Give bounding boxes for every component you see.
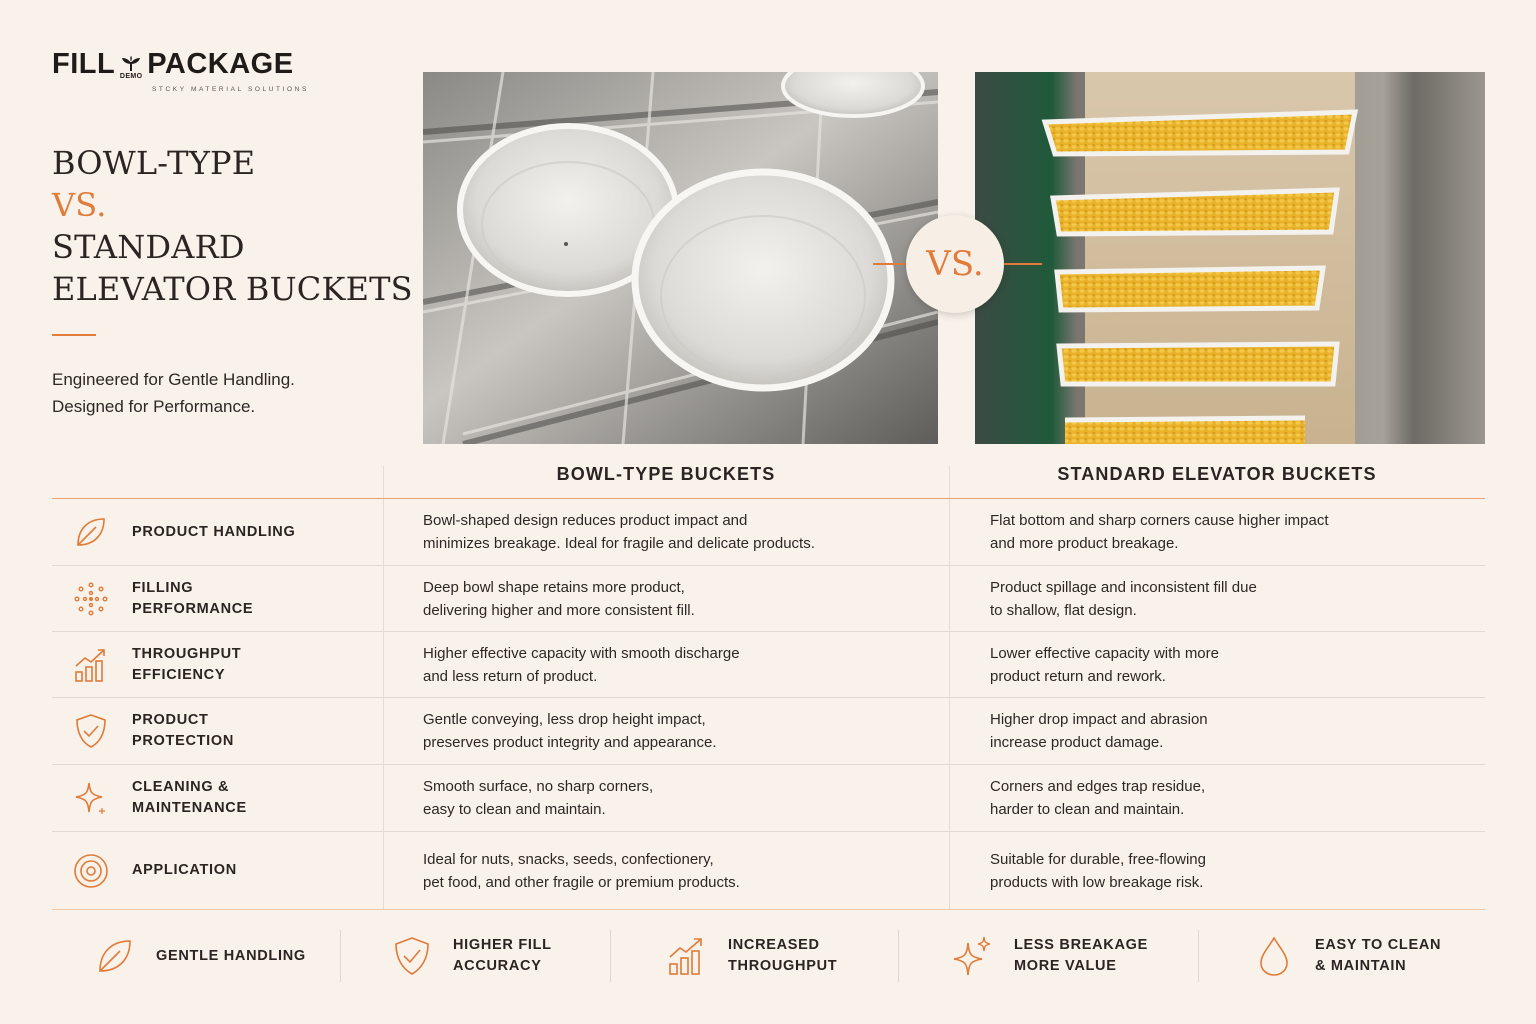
feature-divider [1198, 930, 1199, 982]
standard-cell: Suitable for durable, free-flowing products with low breakage risk. [990, 850, 1206, 891]
brand-mark [116, 48, 146, 80]
feature-label: HIGHER FILL ACCURACY [453, 937, 552, 974]
target-icon [72, 852, 110, 890]
table-row-throughput-efficiency [52, 632, 1485, 698]
bowl-cell: Gentle conveying, less drop height impact, preserves product integrity and appearance. [423, 711, 717, 751]
row-label: CLEANING & MAINTENANCE [132, 779, 247, 816]
feature-increased-throughput [666, 930, 837, 982]
brand-name-left: FILL [52, 47, 116, 80]
standard-cell: Product spillage and inconsistent fill due to shallow, flat design. [990, 578, 1257, 619]
standard-cell: Flat bottom and sharp corners cause higher impact and more product breakage. [990, 512, 1329, 552]
row-label: PRODUCT PROTECTION [132, 712, 235, 749]
bowl-cell: Bowl-shaped design reduces product impact and minimizes breakage. Ideal for fragile and delicate products. [423, 512, 815, 552]
dots-burst-icon [72, 580, 110, 618]
feature-label: LESS BREAKAGE MORE VALUE [1014, 937, 1148, 974]
subtitle-line-2: Designed for Performance. [52, 397, 256, 416]
table-row-product-handling [52, 499, 1485, 566]
feature-label: INCREASED THROUGHPUT [728, 937, 838, 974]
subtitle-line-1: Engineered for Gentle Handling. [52, 370, 295, 389]
sparkles-icon [952, 935, 994, 977]
title-line-vs: VS. [52, 186, 107, 224]
title-line-4: ELEVATOR BUCKETS [52, 270, 413, 308]
table-row-cleaning-maintenance [52, 765, 1485, 832]
title-line-3: STANDARD [52, 228, 245, 266]
sparkle-icon [72, 779, 110, 817]
droplet-icon [1253, 935, 1295, 977]
shield-check-icon [391, 935, 433, 977]
standard-bucket-photo [975, 72, 1485, 444]
title-line-1: BOWL-TYPE [52, 144, 256, 182]
table-row-filling-performance [52, 566, 1485, 632]
brand-tagline: STCKY MATERIAL SOLUTIONS [152, 86, 309, 93]
standard-cell: Higher drop impact and abrasion increase product damage. [990, 711, 1208, 751]
feature-gentle-handling [94, 930, 306, 982]
vs-connector-right [1002, 263, 1042, 265]
brand-logo [52, 48, 322, 93]
feature-less-breakage [952, 930, 1148, 982]
sprout-icon [120, 56, 142, 72]
feature-label: GENTLE HANDLING [156, 947, 306, 964]
column-header-bowl: BOWL-TYPE BUCKETS [556, 464, 776, 484]
bowl-cell: Ideal for nuts, snacks, seeds, confectionery, pet food, and other fragile or premium products. [423, 850, 740, 891]
vs-badge: VS. [906, 215, 1004, 313]
bowl-cell: Higher effective capacity with smooth discharge and less return of product. [423, 644, 740, 685]
title-divider [52, 334, 96, 336]
row-label: APPLICATION [132, 862, 237, 878]
shield-check-icon [72, 712, 110, 750]
subtitle [52, 366, 372, 420]
bowl-cell: Smooth surface, no sharp corners, easy to clean and maintain. [423, 778, 654, 818]
row-label: THROUGHPUT EFFICIENCY [132, 645, 242, 683]
table-row-application [52, 832, 1485, 909]
column-header-standard: STANDARD ELEVATOR BUCKETS [1057, 464, 1377, 484]
feature-strip [52, 910, 1485, 1000]
standard-cell: Corners and edges trap residue, harder to clean and maintain. [990, 778, 1206, 818]
row-label: FILLING PERFORMANCE [132, 579, 254, 617]
feature-higher-fill-accuracy [391, 930, 552, 982]
vs-connector-left [873, 263, 909, 265]
growth-chart-icon [72, 646, 110, 684]
leaf-icon [94, 935, 136, 977]
feature-label: EASY TO CLEAN & MAINTAIN [1315, 937, 1442, 974]
standard-cell: Lower effective capacity with more product return and rework. [990, 644, 1219, 685]
brand-mark-text: DEMO [119, 73, 143, 80]
bowl-cell: Deep bowl shape retains more product, delivering higher and more consistent fill. [423, 578, 695, 619]
table-row-product-protection [52, 698, 1485, 765]
bowl-bucket-photo [423, 72, 938, 444]
growth-chart-icon [666, 935, 708, 977]
brand-name-right: PACKAGE [147, 47, 294, 80]
feature-divider [898, 930, 899, 982]
leaf-icon [72, 513, 110, 551]
feature-divider [610, 930, 611, 982]
row-label: PRODUCT HANDLING [132, 523, 296, 540]
feature-easy-to-clean [1253, 930, 1441, 982]
page-title [52, 142, 413, 310]
feature-divider [340, 930, 341, 982]
